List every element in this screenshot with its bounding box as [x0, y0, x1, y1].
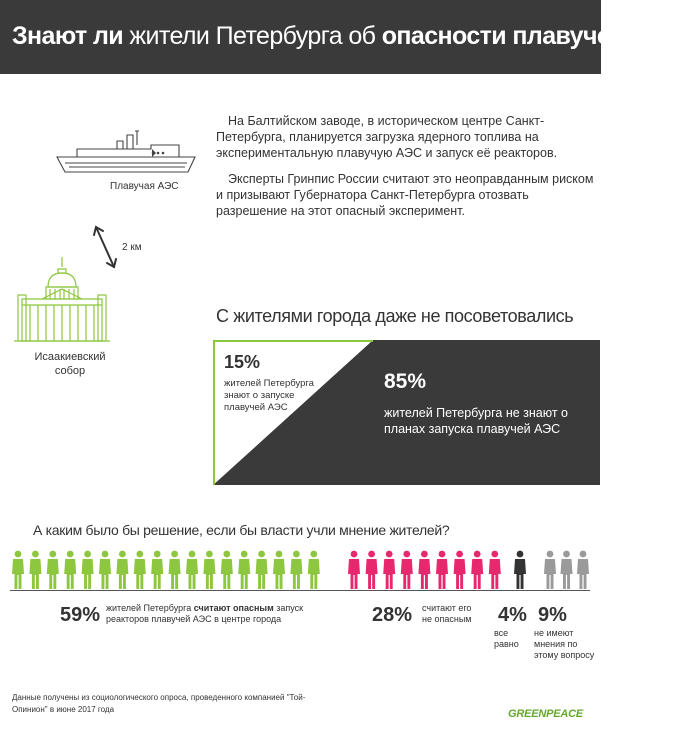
person-dangerous-10	[169, 551, 181, 589]
person-dangerous-16	[273, 551, 285, 589]
person-dangerous-9	[151, 551, 163, 589]
header-banner	[0, 0, 697, 74]
not-know-percent: 85%	[384, 370, 427, 393]
person-dangerous-5	[82, 551, 94, 589]
person-dangerous-8	[134, 551, 146, 589]
dangerous-text: жителей Петербурга считают опасным запуск реакторов плавучей АЭС в центре города	[106, 603, 304, 624]
person-safe-1	[348, 551, 360, 589]
safe-text: считают его не опасным	[422, 603, 472, 624]
no-opinion-percent: 9%	[538, 604, 567, 626]
not-know-text: жителей Петербурга не знают о планах запуска плавучей АЭС	[384, 406, 568, 436]
person-safe-5	[418, 551, 430, 589]
cathedral-label: Исаакиевский собор	[34, 351, 106, 377]
person-no-opinion-1	[544, 551, 556, 589]
person-dangerous-3	[47, 551, 59, 589]
page-title: Знают ли жители Петербурга об опасности плавучей АЭС?	[12, 22, 697, 50]
person-dangerous-4	[64, 551, 76, 589]
person-safe-6	[436, 551, 448, 589]
person-safe-4	[401, 551, 413, 589]
person-dangerous-2	[29, 551, 41, 589]
person-dangerous-6	[99, 551, 111, 589]
know-percent: 15%	[224, 352, 261, 372]
source-note: Данные получены из социологического опроса, проведенного компанией "Той-Опинион" в июне 2017 года	[12, 693, 306, 714]
person-dangerous-14	[238, 551, 250, 589]
person-safe-9	[489, 551, 501, 589]
person-indifferent-1	[514, 551, 526, 589]
person-safe-3	[383, 551, 395, 589]
person-dangerous-1	[12, 551, 24, 589]
dangerous-percent: 59%	[60, 604, 101, 626]
greenpeace-logo: GREENPEACE	[508, 708, 584, 720]
intro-text	[216, 113, 596, 219]
intro-paragraph-2: Эксперты Гринпис России считают это неоправданным риском и призывают Губернатора Санкт-Петербурга отозвать разрешение на этот опасный эксперимент.	[216, 172, 594, 218]
intro-paragraph-1: На Балтийском заводе, в историческом центре Санкт-Петербурга, планируется загрузка ядерного топлива на экспериментальную плавучую АЭС и запуск её реакторов.	[216, 114, 558, 160]
person-safe-7	[454, 551, 466, 589]
indifferent-percent: 4%	[498, 604, 527, 626]
person-dangerous-15	[256, 551, 268, 589]
person-dangerous-12	[203, 551, 215, 589]
cathedral-icon	[12, 255, 112, 343]
ship-label: Плавучая АЭС	[110, 181, 179, 192]
person-dangerous-7	[116, 551, 128, 589]
person-safe-8	[471, 551, 483, 589]
person-safe-2	[366, 551, 378, 589]
awareness-heading: С жителями города даже не посоветовались	[216, 306, 574, 326]
safe-percent: 28%	[372, 604, 413, 626]
person-dangerous-17	[290, 551, 302, 589]
indifferent-text: все равно	[494, 628, 519, 649]
decision-question: А каким было бы решение, если бы власти учли мнение жителей?	[33, 522, 450, 538]
floating-plant-icon	[55, 125, 205, 175]
person-dangerous-18	[308, 551, 320, 589]
person-no-opinion-3	[577, 551, 589, 589]
baseline-divider	[10, 590, 590, 591]
no-opinion-text: не имеют мнения по этому вопросу	[534, 628, 595, 660]
person-no-opinion-2	[561, 551, 573, 589]
know-text: жителей Петербурга знают о запуске плавучей АЭС	[224, 378, 314, 413]
person-dangerous-11	[186, 551, 198, 589]
distance-label: 2 км	[122, 242, 142, 253]
person-dangerous-13	[221, 551, 233, 589]
